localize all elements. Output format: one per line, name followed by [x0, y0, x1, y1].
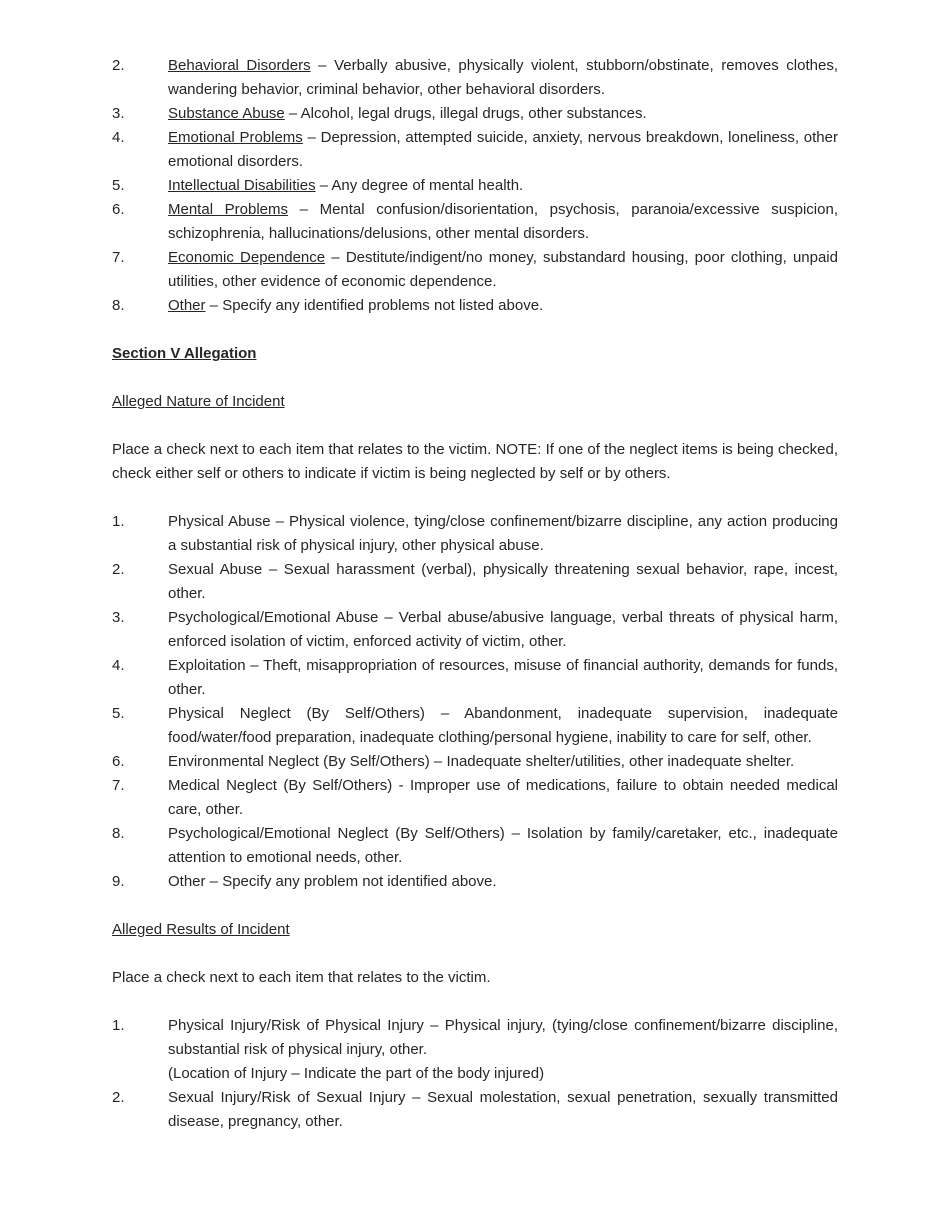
item-term: Mental Problems: [168, 201, 288, 218]
item-term: Economic Dependence: [168, 249, 326, 266]
item-number: 7.: [112, 249, 125, 266]
item-description: – Alcohol, legal drugs, illegal drugs, other substances.: [284, 105, 647, 122]
item-description: – Specify any identified problems not listed above.: [205, 297, 544, 314]
item-number: 2.: [112, 1089, 125, 1106]
item-text: Physical Neglect (By Self/Others) – Abandonment, inadequate supervision, inadequate food/water/food preparation, inadequate clothing/personal hygiene, inability to care for self, other.: [168, 705, 838, 746]
item-number: 4.: [112, 129, 125, 146]
item-text: Psychological/Emotional Abuse – Verbal abuse/abusive language, verbal threats of physical harm, enforced isolation of victim, enforced activity of victim, other.: [168, 609, 838, 650]
item-description: Physical Injury/Risk of Physical Injury – Physical injury, (tying/close confinement/bizarre discipline, substantial risk of physical injury, other.: [168, 1017, 838, 1058]
item-number: 4.: [112, 657, 125, 674]
item-number: 7.: [112, 777, 125, 794]
item-text: [168, 54, 838, 102]
list-item: [112, 558, 838, 606]
list-item: [112, 126, 838, 174]
list-item: [112, 774, 838, 822]
item-description: – Depression, attempted suicide, anxiety, nervous breakdown, loneliness, other emotional disorders.: [168, 129, 838, 170]
results-heading: Alleged Results of Incident: [112, 921, 290, 938]
list-item: [112, 1014, 838, 1086]
list-item: [112, 102, 838, 126]
item-number: 8.: [112, 825, 125, 842]
document-page: [112, 54, 838, 1134]
item-text: Other – Specify any problem not identified above.: [168, 873, 497, 890]
item-text: Physical Abuse – Physical violence, tying/close confinement/bizarre discipline, any action producing a substantial risk of physical injury, other physical abuse.: [168, 513, 838, 554]
item-text: [168, 1014, 838, 1086]
item-text: [168, 102, 838, 126]
item-text: [168, 246, 838, 294]
section-title: Section V Allegation: [112, 345, 257, 362]
item-text: [168, 294, 838, 318]
item-number: 8.: [112, 297, 125, 314]
results-list: [112, 1014, 838, 1134]
item-term: Intellectual Disabilities: [168, 177, 316, 194]
list-item: [112, 198, 838, 246]
item-text: Exploitation – Theft, misappropriation of resources, misuse of financial authority, demands for funds, other.: [168, 657, 838, 698]
item-number: 6.: [112, 753, 125, 770]
item-number: 3.: [112, 105, 125, 122]
list-item: [112, 246, 838, 294]
item-text: Medical Neglect (By Self/Others) - Improper use of medications, failure to obtain needed medical care, other.: [168, 777, 838, 818]
list-item: [112, 822, 838, 870]
nature-heading: Alleged Nature of Incident: [112, 393, 285, 410]
nature-instructions: Place a check next to each item that relates to the victim. NOTE: If one of the neglect items is being checked, check either self or others to indicate if victim is being neglected by self or by others.: [112, 441, 838, 482]
item-number: 2.: [112, 57, 125, 74]
item-note: (Location of Injury – Indicate the part of the body injured): [168, 1065, 545, 1082]
item-description: – Mental confusion/disorientation, psychosis, paranoia/excessive suspicion, schizophrenia, hallucinations/delusions, other mental disorders.: [168, 201, 838, 242]
item-description: – Destitute/indigent/no money, substandard housing, poor clothing, unpaid utilities, other evidence of economic dependence.: [168, 249, 838, 290]
item-term: Other: [168, 297, 206, 314]
item-term: Emotional Problems: [168, 129, 303, 146]
item-text: [168, 126, 838, 174]
item-text: [168, 174, 838, 198]
results-instructions: Place a check next to each item that relates to the victim.: [112, 969, 491, 986]
item-term: Substance Abuse: [168, 105, 285, 122]
item-text: Psychological/Emotional Neglect (By Self/Others) – Isolation by family/caretaker, etc., inadequate attention to emotional needs, other.: [168, 825, 838, 866]
item-number: 3.: [112, 609, 125, 626]
item-text: Sexual Injury/Risk of Sexual Injury – Sexual molestation, sexual penetration, sexually transmitted disease, pregnancy, other.: [168, 1089, 838, 1130]
problem-list: [112, 54, 838, 318]
item-text: Environmental Neglect (By Self/Others) – Inadequate shelter/utilities, other inadequate shelter.: [168, 753, 795, 770]
item-text: [168, 198, 838, 246]
item-number: 9.: [112, 873, 125, 890]
list-item: [112, 750, 838, 774]
item-description: – Any degree of mental health.: [315, 177, 524, 194]
item-description: – Verbally abusive, physically violent, stubborn/obstinate, removes clothes, wandering behavior, criminal behavior, other behavioral disorders.: [168, 57, 838, 98]
list-item: [112, 702, 838, 750]
item-number: 5.: [112, 705, 125, 722]
nature-list: [112, 510, 838, 894]
list-item: [112, 1086, 838, 1134]
list-item: [112, 606, 838, 654]
item-number: 1.: [112, 513, 125, 530]
list-item: [112, 294, 838, 318]
item-term: Behavioral Disorders: [168, 57, 311, 74]
list-item: [112, 510, 838, 558]
item-text: Sexual Abuse – Sexual harassment (verbal), physically threatening sexual behavior, rape, incest, other.: [168, 561, 838, 602]
item-number: 2.: [112, 561, 125, 578]
list-item: [112, 54, 838, 102]
list-item: [112, 654, 838, 702]
item-number: 6.: [112, 201, 125, 218]
list-item: [112, 174, 838, 198]
item-number: 5.: [112, 177, 125, 194]
item-number: 1.: [112, 1017, 125, 1034]
list-item: [112, 870, 838, 894]
